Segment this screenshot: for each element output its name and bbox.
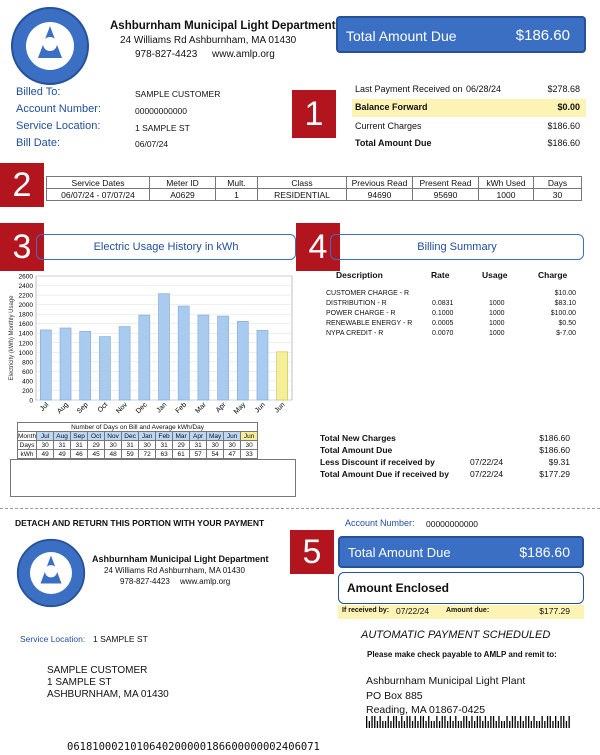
barcode-bar <box>506 716 507 728</box>
amount-due-value: $177.29 <box>539 606 570 616</box>
y-axis-label: Electricity (kWh) Monthly Usage <box>9 295 15 381</box>
days-cell: 30 <box>224 441 241 450</box>
x-tick-label: Feb <box>174 401 189 415</box>
days-cell: 31 <box>190 441 207 450</box>
billing-charge: $100.00 <box>550 310 576 317</box>
barcode-bar <box>428 716 429 728</box>
th-kwh-used: kWh Used <box>479 177 534 189</box>
x-tick-label: Jan <box>155 401 169 415</box>
barcode-bar <box>415 716 416 728</box>
current-charges-label: Current Charges <box>355 121 422 131</box>
barcode-bar <box>488 721 489 728</box>
usage-bar-jan <box>158 294 169 400</box>
days-cell: 29 <box>88 441 105 450</box>
barcode-bar <box>417 721 418 728</box>
y-tick-label: 2600 <box>18 273 33 281</box>
barcode-bar <box>423 716 424 728</box>
account-number-label: Account Number: <box>16 103 101 115</box>
amlp-logo-stub <box>14 538 88 608</box>
billing-charge: $83.10 <box>554 300 576 307</box>
billing-description: DISTRIBUTION - R <box>326 300 387 307</box>
barcode-bar <box>374 716 375 728</box>
x-tick-label: Oct <box>96 401 110 415</box>
usage-history-title: Electric Usage History in kWh <box>36 234 296 260</box>
stub-total-due-box <box>338 536 584 568</box>
kwh-cell: 46 <box>71 450 88 459</box>
month-cell: Jan <box>139 432 156 441</box>
barcode-bar <box>450 716 451 728</box>
bill-date-value: 06/07/24 <box>135 139 169 149</box>
x-tick-label: Jun <box>253 401 267 415</box>
barcode-bar <box>371 716 372 728</box>
total-due-box <box>336 16 586 53</box>
barcode-bar <box>439 721 440 728</box>
barcode-bar <box>404 721 405 728</box>
barcode-bar <box>528 716 529 728</box>
billing-row <box>326 300 576 310</box>
td-meter-id: A0629 <box>150 189 216 201</box>
barcode-bar <box>482 721 483 728</box>
barcode-bar <box>420 716 421 728</box>
y-tick-label: 1600 <box>18 321 33 329</box>
barcode-bar <box>550 716 551 728</box>
billing-description: POWER CHARGE - R <box>326 310 396 317</box>
billing-rows <box>326 290 576 350</box>
days-cell: 30 <box>241 441 258 450</box>
days-cell: 31 <box>71 441 88 450</box>
usage-bar-jul <box>40 330 51 400</box>
kwh-cell: 72 <box>139 450 156 459</box>
days-cell: 29 <box>173 441 190 450</box>
barcode-bar <box>490 716 491 728</box>
barcode-bar <box>444 716 445 728</box>
account-summary <box>352 81 586 153</box>
amount-due-label: Amount due: <box>446 607 490 614</box>
days-table-title: Number of Days on Bill and Average kWh/Day <box>18 423 258 432</box>
month-cell: Dec <box>122 432 139 441</box>
month-cell: Feb <box>156 432 173 441</box>
billing-usage: 1000 <box>489 320 505 327</box>
billing-rate: 0.0070 <box>432 330 454 337</box>
x-tick-label: Mar <box>194 401 208 415</box>
barcode-bar <box>382 721 383 728</box>
barcode-bar <box>479 716 480 728</box>
td-days: 30 <box>534 189 582 201</box>
service-location-label: Service Location: <box>16 120 101 132</box>
marker-4: 4 <box>296 223 340 271</box>
x-tick-label: Nov <box>115 401 130 416</box>
td-present-read: 95690 <box>413 189 479 201</box>
barcode-bar <box>520 716 521 728</box>
kwh-cell: 63 <box>156 450 173 459</box>
received-by-label: If received by: <box>342 607 390 614</box>
billing-rate: 0.1000 <box>432 310 454 317</box>
stub-total-amount: $186.60 <box>519 544 570 560</box>
td-mult: 1 <box>216 189 258 201</box>
month-cell: Nov <box>105 432 122 441</box>
barcode-bar <box>536 721 537 728</box>
barcode-bar <box>542 716 543 728</box>
bh-charge: Charge <box>538 270 568 280</box>
org-name: Ashburnham Municipal Light Department <box>110 20 336 32</box>
barcode-bar <box>463 716 464 728</box>
th-mult: Mult. <box>216 177 258 189</box>
postal-barcode <box>366 716 576 728</box>
org-website: www.amlp.org <box>212 49 275 60</box>
marker-3: 3 <box>0 223 44 271</box>
last-payment-date: 06/28/24 <box>466 84 502 94</box>
scan-line: 0618100021010640200000186600000002406071 <box>67 741 320 753</box>
days-cell: 31 <box>54 441 71 450</box>
x-tick-label: Dec <box>134 401 149 416</box>
td-service-dates: 06/07/24 - 07/07/24 <box>47 189 150 201</box>
barcode-bar <box>523 721 524 728</box>
customer-address-1: SAMPLE CUSTOMER <box>47 665 148 676</box>
barcode-bar <box>525 716 526 728</box>
barcode-bar <box>461 721 462 728</box>
days-cell: 30 <box>207 441 224 450</box>
days-table-months <box>18 432 258 441</box>
y-tick-label: 2400 <box>18 283 33 291</box>
marker-1: 1 <box>292 90 336 138</box>
bh-rate: Rate <box>431 270 450 280</box>
barcode-bar <box>393 716 394 728</box>
billing-charge: $-7.00 <box>556 330 576 337</box>
days-table-kwh <box>18 450 258 459</box>
billing-totals <box>320 433 570 483</box>
kwh-cell: 33 <box>241 450 258 459</box>
kwh-cell: 49 <box>54 450 71 459</box>
bh-usage: Usage <box>482 270 508 280</box>
x-tick-label: May <box>232 401 248 416</box>
usage-bar-may <box>237 321 248 400</box>
bill-date-label: Bill Date: <box>16 137 61 149</box>
barcode-bar <box>566 721 567 728</box>
stub-org-website: www.amlp.org <box>180 577 231 586</box>
barcode-bar <box>455 716 456 728</box>
org-phone: 978-827-4423 <box>135 49 198 60</box>
barcode-bar <box>407 716 408 728</box>
y-tick-label: 0 <box>29 397 33 405</box>
days-cell: 31 <box>122 441 139 450</box>
month-cell: Mar <box>173 432 190 441</box>
remit-line-2: PO Box 885 <box>366 690 423 702</box>
month-cell: Jun <box>241 432 258 441</box>
autopay-notice: AUTOMATIC PAYMENT SCHEDULED <box>361 629 551 641</box>
billing-charge: $10.00 <box>554 290 576 297</box>
barcode-bar <box>398 721 399 728</box>
usage-bar-apr <box>218 316 229 400</box>
billing-total-value: $186.60 <box>539 445 570 455</box>
billing-usage: 1000 <box>489 330 505 337</box>
chart-notes-box <box>10 459 296 497</box>
billing-total-label: Less Discount if received by <box>320 457 435 467</box>
kwh-cell: 48 <box>105 450 122 459</box>
billing-usage: 1000 <box>489 310 505 317</box>
month-cell: Sep <box>71 432 88 441</box>
remit-line-1: Ashburnham Municipal Light Plant <box>366 675 526 687</box>
billing-description: NYPA CREDIT - R <box>326 330 384 337</box>
billing-total-date: 07/22/24 <box>470 457 504 467</box>
barcode-bar <box>515 716 516 728</box>
stub-service-location-label: Service Location: <box>20 634 86 644</box>
y-tick-label: 2200 <box>18 292 33 300</box>
remit-line-3: Reading, MA 01867-0425 <box>366 704 486 716</box>
barcode-bar <box>434 721 435 728</box>
y-tick-label: 1000 <box>18 349 33 357</box>
detach-instructions: DETACH AND RETURN THIS PORTION WITH YOUR PAYMENT <box>15 518 265 528</box>
days-cell: 30 <box>37 441 54 450</box>
org-address: 24 Williams Rd Ashburnham, MA 01430 <box>120 35 297 46</box>
billing-total-value: $186.60 <box>539 433 570 443</box>
barcode-bar <box>485 716 486 728</box>
y-tick-label: 1400 <box>18 330 33 338</box>
barcode-bar <box>458 721 459 728</box>
last-payment-amount: $278.68 <box>547 84 580 94</box>
th-meter-id: Meter ID <box>150 177 216 189</box>
summary-total-label: Total Amount Due <box>355 138 432 148</box>
barcode-bar <box>531 721 532 728</box>
kwh-cell: 59 <box>122 450 139 459</box>
barcode-bar <box>369 721 370 728</box>
days-label: Days <box>18 441 37 450</box>
th-days: Days <box>534 177 582 189</box>
barcode-bar <box>504 721 505 728</box>
td-class: RESIDENTIAL <box>258 189 347 201</box>
usage-bar-feb <box>178 306 189 400</box>
stub-service-location-value: 1 SAMPLE ST <box>93 634 148 644</box>
total-due-label: Total Amount Due <box>346 28 457 44</box>
service-location-value: 1 SAMPLE ST <box>135 123 190 133</box>
month-label: Month <box>18 432 37 440</box>
customer-address-2: 1 SAMPLE ST <box>47 677 112 688</box>
billing-total-label: Total New Charges <box>320 433 396 443</box>
billing-total-date: 07/22/24 <box>470 469 504 479</box>
y-tick-label: 200 <box>22 387 33 395</box>
barcode-bar <box>509 721 510 728</box>
barcode-bar <box>466 716 467 728</box>
barcode-bar <box>496 721 497 728</box>
due-by-strip <box>338 605 584 619</box>
barcode-bar <box>517 721 518 728</box>
billing-total-row <box>320 469 570 481</box>
barcode-bar <box>409 716 410 728</box>
billing-rate: 0.0831 <box>432 300 454 307</box>
y-tick-label: 800 <box>22 359 33 367</box>
stub-org-name: Ashburnham Municipal Light Department <box>92 554 269 564</box>
kwh-cell: 61 <box>173 450 190 459</box>
x-tick-label: Apr <box>214 401 228 415</box>
usage-chart <box>4 268 296 420</box>
barcode-bar <box>563 716 564 728</box>
barcode-bar <box>396 716 397 728</box>
month-cell: Jun <box>224 432 241 441</box>
amount-enclosed-label: Amount Enclosed <box>347 581 450 595</box>
days-table-days <box>18 441 258 450</box>
service-table-row <box>47 189 582 201</box>
days-cell: 31 <box>156 441 173 450</box>
balance-forward-label: Balance Forward <box>355 102 428 112</box>
barcode-bar <box>471 716 472 728</box>
y-tick-label: 2000 <box>18 302 33 310</box>
kwh-cell: 45 <box>88 450 105 459</box>
total-due-amount: $186.60 <box>515 27 570 44</box>
barcode-bar <box>390 721 391 728</box>
account-number-value: 00000000000 <box>135 106 188 116</box>
stub-account-label: Account Number: <box>345 518 415 528</box>
barcode-bar <box>366 716 367 728</box>
th-present-read: Present Read <box>413 177 479 189</box>
customer-address-3: ASHBURNHAM, MA 01430 <box>47 689 169 700</box>
barcode-bar <box>493 716 494 728</box>
usage-bar-nov <box>119 327 130 400</box>
received-by-date: 07/22/24 <box>396 606 430 616</box>
days-table <box>17 422 258 459</box>
barcode-bar <box>512 716 513 728</box>
barcode-bar <box>412 721 413 728</box>
billing-total-value: $9.31 <box>548 457 570 467</box>
month-cell: May <box>207 432 224 441</box>
usage-bar-oct <box>99 337 110 400</box>
billing-total-value: $177.29 <box>539 469 570 479</box>
usage-bar-jun <box>257 330 268 400</box>
td-kwh-used: 1000 <box>479 189 534 201</box>
service-table-header <box>47 177 582 189</box>
barcode-bar <box>401 716 402 728</box>
kwh-cell: 57 <box>190 450 207 459</box>
barcode-bar <box>569 716 570 728</box>
month-cell: Aug <box>54 432 71 441</box>
barcode-bar <box>452 721 453 728</box>
td-previous-read: 94690 <box>347 189 413 201</box>
current-charges-amount: $186.60 <box>547 121 580 131</box>
billed-to-value: SAMPLE CUSTOMER <box>135 89 221 99</box>
kwh-cell: 49 <box>37 450 54 459</box>
barcode-bar <box>501 721 502 728</box>
marker-5: 5 <box>290 530 334 574</box>
barcode-bar <box>533 716 534 728</box>
y-tick-label: 1800 <box>18 311 33 319</box>
barcode-bar <box>477 716 478 728</box>
days-cell: 30 <box>105 441 122 450</box>
billing-charge: $0.50 <box>558 320 576 327</box>
usage-bar-sep <box>80 331 91 400</box>
billed-to-label: Billed To: <box>16 86 61 98</box>
barcode-bar <box>447 721 448 728</box>
barcode-bar <box>555 716 556 728</box>
billing-rate: 0.0005 <box>432 320 454 327</box>
stub-account-value: 00000000000 <box>426 519 479 529</box>
usage-bar-jun-current <box>277 352 288 400</box>
marker-2: 2 <box>0 163 44 207</box>
billing-total-label: Total Amount Due <box>320 445 393 455</box>
barcode-bar <box>377 721 378 728</box>
usage-bar-mar <box>198 315 209 400</box>
y-tick-label: 1200 <box>18 340 33 348</box>
billing-description: RENEWABLE ENERGY - R <box>326 320 413 327</box>
month-cell: Jul <box>37 432 54 441</box>
th-service-dates: Service Dates <box>47 177 150 189</box>
barcode-bar <box>385 721 386 728</box>
kwh-label: kWh <box>18 450 37 459</box>
billing-summary-title: Billing Summary <box>330 234 584 260</box>
th-previous-read: Previous Read <box>347 177 413 189</box>
y-tick-label: 600 <box>22 368 33 376</box>
billing-total-row <box>320 445 570 457</box>
barcode-bar <box>547 716 548 728</box>
service-table <box>46 176 582 201</box>
x-tick-label: Jun <box>273 401 287 415</box>
month-cell: Apr <box>190 432 207 441</box>
kwh-cell: 54 <box>207 450 224 459</box>
billing-row <box>326 330 576 340</box>
stub-total-label: Total Amount Due <box>348 545 451 560</box>
payable-instructions: Please make check payable to AMLP and remit to: <box>367 650 557 659</box>
stub-org-phone: 978-827-4423 <box>120 577 170 586</box>
amlp-logo <box>8 6 92 86</box>
billing-total-label: Total Amount Due if received by <box>320 469 449 479</box>
balance-forward-amount: $0.00 <box>557 102 580 112</box>
th-class: Class <box>258 177 347 189</box>
barcode-bar <box>425 721 426 728</box>
billing-description: CUSTOMER CHARGE - R <box>326 290 410 297</box>
billing-row <box>326 320 576 330</box>
barcode-bar <box>436 716 437 728</box>
x-tick-label: Jul <box>38 401 51 413</box>
stub-org-address: 24 Williams Rd Ashburnham, MA 01430 <box>104 566 245 575</box>
days-cell: 30 <box>139 441 156 450</box>
billing-row <box>326 290 576 300</box>
billing-total-row <box>320 433 570 445</box>
usage-bar-aug <box>60 328 71 400</box>
barcode-bar <box>498 716 499 728</box>
barcode-bar <box>388 716 389 728</box>
barcode-bar <box>539 721 540 728</box>
kwh-cell: 47 <box>224 450 241 459</box>
billing-row <box>326 310 576 320</box>
billing-total-row <box>320 457 570 469</box>
usage-bar-dec <box>139 315 150 400</box>
barcode-bar <box>469 721 470 728</box>
detach-line <box>0 508 600 509</box>
x-tick-label: Sep <box>75 401 90 416</box>
barcode-bar <box>552 721 553 728</box>
billing-usage: 1000 <box>489 300 505 307</box>
barcode-bar <box>544 721 545 728</box>
barcode-bar <box>558 721 559 728</box>
barcode-bar <box>431 721 432 728</box>
x-tick-label: Aug <box>56 401 70 416</box>
summary-total-amount: $186.60 <box>547 138 580 148</box>
last-payment-label: Last Payment Received on <box>355 84 463 94</box>
bh-description: Description <box>336 270 383 280</box>
amount-enclosed-box[interactable] <box>338 572 584 604</box>
month-cell: Oct <box>88 432 105 441</box>
barcode-bar <box>442 716 443 728</box>
y-tick-label: 400 <box>22 378 33 386</box>
barcode-bar <box>560 716 561 728</box>
billing-headers <box>320 270 590 284</box>
barcode-bar <box>474 721 475 728</box>
barcode-bar <box>380 716 381 728</box>
